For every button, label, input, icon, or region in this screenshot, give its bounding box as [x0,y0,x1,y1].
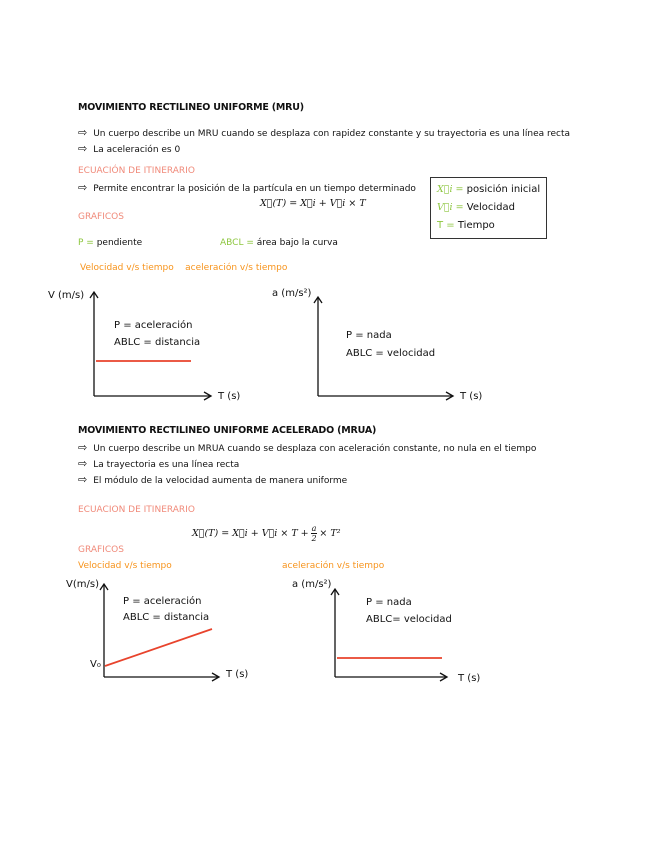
mru-graph1-line2: ABLC = distancia [114,337,201,348]
mru-bullet-1: ⇨ Un cuerpo describe un MRU cuando se desplaza con rapidez constante y su trayectoria es una línea recta [78,126,571,139]
mru-title: MOVIMIENTO RECTILINEO UNIFORME (MRU) [78,102,304,113]
mrua-graph2-line2: ABLC= velocidad [366,614,452,625]
double-arrow-icon: ⇨ [78,142,88,155]
mru-graph2-line1: P = nada [346,330,392,341]
legend-t: T = Tiempo [437,220,495,231]
mru-formula: X⃗(T) = X⃗i + V⃗i × T [260,198,366,209]
mrua-formula-fraction: $\frac{a}{2}$ [311,524,317,543]
double-arrow-icon: ⇨ [78,181,88,194]
double-arrow-icon: ⇨ [78,441,88,454]
double-arrow-icon: ⇨ [78,473,88,486]
mrua-bullet-2: ⇨ La trayectoria es una línea recta [78,457,240,470]
double-arrow-icon: ⇨ [78,126,88,139]
mrua-bullet-3: ⇨ El módulo de la velocidad aumenta de manera uniforme [78,473,348,486]
mrua-graphs-title: GRAFICOS [78,545,124,555]
mru-graph2-ylabel: a (m/s²) [272,288,312,299]
mru-graph1-xlabel: T (s) [218,391,241,402]
mru-graph1-line1: P = aceleración [114,320,193,331]
double-arrow-icon: ⇨ [78,457,88,470]
mrua-graph1-line1: P = aceleración [123,596,202,607]
mru-graph-subtitles: Velocidad v/s tiempo aceleración v/s tiempo [80,263,288,273]
mru-itinerary-title: ECUACIÓN DE ITINERARIO [78,166,195,176]
legend-xi: X⃗i = posición inicial [437,184,541,195]
mrua-itinerary-title: ECUACION DE ITINERARIO [78,505,195,515]
mru-bullet-2: ⇨ La aceleración es 0 [78,142,181,155]
mrua-graph1-ylabel: V(m/s) [66,579,99,590]
mrua-formula: X⃗(T) = X⃗i + V⃗i × T + $\frac{a}{2}$ × T² [192,524,341,543]
mrua-title: MOVIMIENTO RECTILINEO UNIFORME ACELERADO (MRUA) [78,425,377,436]
mrua-graph1-v0: V₀ [90,659,101,670]
mru-graph2-xlabel: T (s) [460,391,483,402]
mru-graphs-title: GRAFICOS [78,212,124,222]
mrua-subtitle-left: Velocidad v/s tiempo [78,561,172,571]
mrua-bullet-1: ⇨ Un cuerpo describe un MRUA cuando se desplaza con aceleración constante, no nula en el tiempo [78,441,537,454]
mru-graph1-ylabel: V (m/s) [48,290,85,301]
legend-vi: V⃗i = Velocidad [437,202,515,213]
mrua-graph2-ylabel: a (m/s²) [292,579,332,590]
mrua-graph2-line1: P = nada [366,597,412,608]
mrua-subtitle-right: aceleración v/s tiempo [282,561,385,571]
mru-abcl-definition: ABCL = área bajo la curva [220,238,338,248]
mrua-graph2-xlabel: T (s) [458,673,481,684]
mru-p-definition: P = pendiente [78,238,143,248]
mru-graph2-line2: ABLC = velocidad [346,348,436,359]
mrua-graph1-xlabel: T (s) [226,669,249,680]
mru-itinerary-text: ⇨ Permite encontrar la posición de la partícula en un tiempo determinado [78,181,416,194]
mrua-graph1-line2: ABLC = distancia [123,612,210,623]
